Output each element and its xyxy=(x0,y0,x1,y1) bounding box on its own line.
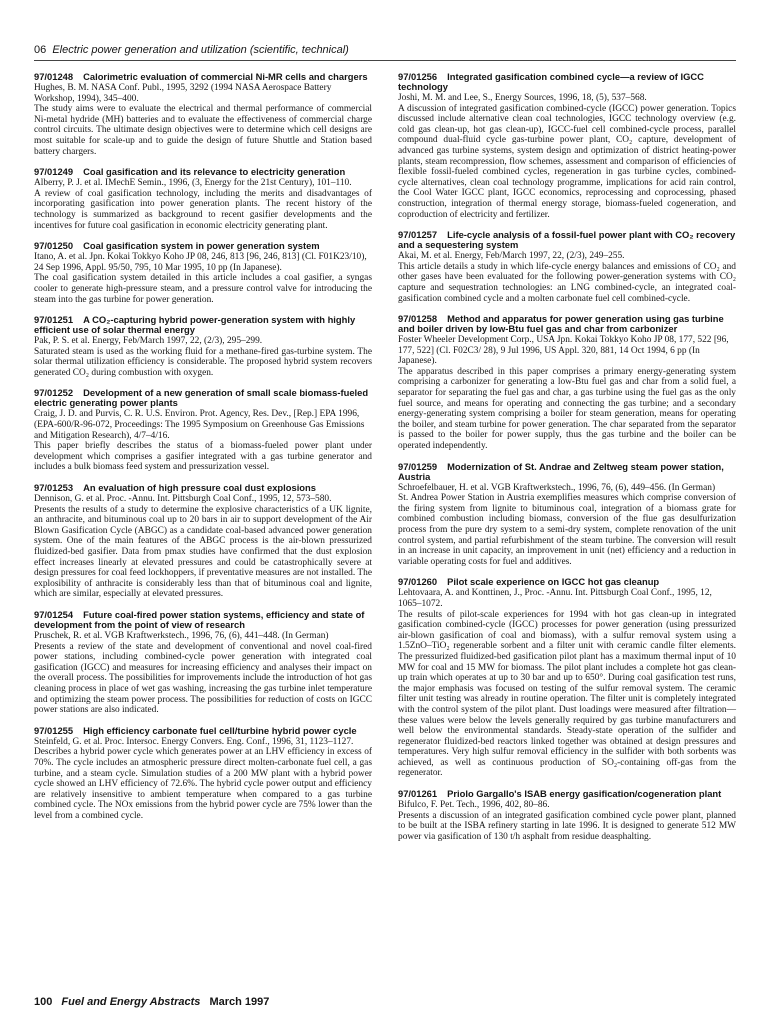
abstract-entry xyxy=(34,72,372,157)
entry-heading xyxy=(34,388,372,408)
abstract-entry xyxy=(34,167,372,231)
entry-title: Coal gasification system in power generation system xyxy=(83,240,320,252)
entry-heading xyxy=(34,610,372,630)
entry-title: Development of a new generation of small scale biomass-fueled electric generating power plants xyxy=(34,387,369,409)
entry-heading xyxy=(398,230,736,250)
entry-citation: Akai, M. et al. Energy, Feb/March 1997, 22, (2/3), 249–255. xyxy=(398,251,625,262)
entry-title: Integrated gasification combined cycle—a review of IGCC technology xyxy=(398,71,704,92)
entry-number: 97/01249 xyxy=(34,166,74,178)
entry-number: 97/01254 xyxy=(34,608,74,620)
entry-heading xyxy=(34,483,372,493)
abstract-entry xyxy=(34,610,372,716)
entry-citation: Dennison, G. et al. Proc. -Annu. Int. Pittsburgh Coal Conf., 1995, 12, 573–580. xyxy=(34,494,332,505)
abstract-entry xyxy=(398,72,736,220)
entry-citation: Steinfeld, G. et al. Proc. Intersoc. Energy Convers. Eng. Conf., 1996, 31, 1123–1127. xyxy=(34,736,354,747)
entry-abstract: St. Andrea Power Station in Austria exemplifies measures which comprise conversion of the firing system from lignite to bituminous coal, integration of a biomass grate for combined combustion including biomass, conversion of the flue gas desulfurization process from the pure dry system to a semi-dry system, complete renovation of the unit control system, and partial refurbishment of the steam turbine. The conversion will result in an increase in unit capacity, an improvement in unit (net) efficiency and a reduction in variable operating costs for fuel and additives. xyxy=(398,493,736,567)
entry-heading xyxy=(34,72,372,82)
entry-heading xyxy=(34,315,372,335)
footer-journal-title: Fuel and Energy Abstracts xyxy=(61,996,201,1008)
entry-title: Priolo Gargallo's ISAB energy gasification/cogeneration plant xyxy=(447,788,722,800)
entry-citation: Foster Wheeler Development Corp., USA Jpn. Kokai Tokkyo Koho JP 08, 177, 522 [96, 177, 522] (Cl. F02C3/ 28), 9 Jul 1996, US Appl. 320, 881, 14 Oct 1994, 6 pp (In Japanese). xyxy=(398,335,729,367)
entry-number: 97/01255 xyxy=(34,724,74,736)
footer-page-number: 100 xyxy=(34,996,53,1008)
abstract-entry xyxy=(398,577,736,779)
entry-number: 97/01256 xyxy=(398,71,438,82)
entry-abstract: A review of coal gasification technology, including the merits and disadvantages of incorporating gasification into power generation plants. The recent history of the technology is summarized as background to recent gasifier developments and the incentives for future coal gasification in economic electricity generating plant. xyxy=(34,188,372,231)
entry-abstract: Presents the results of a study to determine the explosive characteristics of a UK lignite, an anthracite, and bituminous coal up to 20 bars in air to support development of the Air Blown Gasification Cycle (ABGC) as a candidate coal-based advanced power generation system. One of the main features of the ABGC process is the air-blown pressurized fluidized-bed gasifier. Data from pmax studies have confirmed that the dust explosion effect increases linearly at elevated pressures and could be catastrophically severe at design pressures for coal feed lockhoppers, if preventative measures are not installed. The explosibility of anthracite is considerably less than that of bituminous coal and lignite, which are similar, especially at elevated pressures. xyxy=(34,504,372,600)
entry-abstract: The coal gasification system detailed in this article includes a coal gasifier, a syngas cooler to generate high-pressure steam, and a pressure control valve for introducing the steam into the gas turbine for power generation. xyxy=(34,273,372,305)
entry-citation: Joshi, M. M. and Lee, S., Energy Sources, 1996, 18, (5), 537–568. xyxy=(398,93,647,103)
entry-number: 97/01251 xyxy=(34,314,74,326)
entry-citation: Craig, J. D. and Purvis, C. R. U.S. Environ. Prot. Agency, Res. Dev., [Rep.] EPA 1996, (EPA-600/R-96-072, Proceedings: The 1995 Symposium on Greenhouse Gas Emissions and Mitigation Research), 4/7–4/16. xyxy=(34,409,365,441)
entry-number: 97/01259 xyxy=(398,460,438,472)
entry-title: Future coal-fired power station systems, efficiency and state of development from the point of view of research xyxy=(34,608,365,630)
right-column xyxy=(398,72,736,852)
entry-title: Method and apparatus for power generation using gas turbine and boiler driven by low-Btu fuel gas and char from carbonizer xyxy=(398,313,724,335)
entry-title: An evaluation of high pressure coal dust explosions xyxy=(83,482,316,494)
entry-heading xyxy=(398,577,736,587)
entry-abstract: Presents a discussion of an integrated gasification combined cycle power plant, planned to be built at the ISBA refinery starting in late 1996. It is designed to generate 512 MW power via gasification of 130 t/h asphalt from residue deasphalting. xyxy=(398,810,736,842)
entry-title: Life-cycle analysis of a fossil-fuel power plant with CO₂ recovery and a sequestering system xyxy=(398,229,736,251)
entry-heading xyxy=(398,314,736,334)
entry-heading xyxy=(34,726,372,736)
header-page-number: 06 xyxy=(34,44,47,56)
entry-abstract: This article details a study in which life-cycle energy balances and emissions of CO₂ and other gases have been evaluated for the following power-generation systems with CO₂ capture and sequestration technologies: an LNG combined-cycle, an integrated coal-gasification combined cycle and a molten carbonate fuel cell combined-cycle. xyxy=(398,261,736,304)
left-column xyxy=(34,72,372,831)
entry-number: 97/01258 xyxy=(398,313,438,325)
page-footer xyxy=(34,996,269,1008)
header-rule xyxy=(34,60,736,61)
footer-issue-date: March 1997 xyxy=(209,996,270,1008)
entry-number: 97/01260 xyxy=(398,576,438,588)
entry-heading xyxy=(34,167,372,177)
entry-title: Pilot scale experience on IGCC hot gas cleanup xyxy=(447,576,660,588)
entry-citation: Hughes, B. M. NASA Conf. Publ., 1995, 3292 (1994 NASA Aerospace Battery Workshop, 1994), 345–400. xyxy=(34,83,332,104)
entry-abstract: Presents a review of the state and development of conventional and novel coal-fired power stations, including combined-cycle power generation with integrated coal gasification (IGCC) and measures for increasing efficiency and analyses their impact on the overall process. The possibilities for improvements include the introduction of hot gas cleaning process in place of wet gas washing, increasing the gas turbine inlet temperature and optimizing the steam power process. The possibilities for reduction of costs on IGCC power stations are also indicated. xyxy=(34,641,372,716)
entry-abstract: Saturated steam is used as the working fluid for a methane-fired gas-turbine system. The solar thermal utilization efficiency is considerable. The proposed hybrid system recovers generated CO₂ during combustion with oxygen. xyxy=(34,346,372,378)
abstract-entry xyxy=(34,315,372,378)
entry-number: 97/01261 xyxy=(398,788,438,800)
entry-number: 97/01250 xyxy=(34,240,74,252)
entry-number: 97/01252 xyxy=(34,387,74,399)
entry-citation: Lehtovaara, A. and Konttinen, J., Proc. -Annu. Int. Pittsburgh Coal Conf., 1995, 12, 1065–1072. xyxy=(398,588,712,609)
abstract-entry xyxy=(398,314,736,452)
abstract-entry xyxy=(398,230,736,304)
entry-number: 97/01248 xyxy=(34,71,74,82)
entry-abstract: The study aims were to evaluate the electrical and thermal performance of commercial Ni-metal hydride (MH) batteries and to evaluate the effectiveness of commercial charge control circuits. The ultimate design objectives were to determine which cell designs are most suitable for scale-up and to guide the design of future Shuttle and Station based battery chargers. xyxy=(34,104,372,157)
entry-abstract: This paper briefly describes the status of a biomass-fueled power plant under development which comprises a gasifier integrated with a gas turbine generator and includes a bulk biomass feed system and pressurization vessel. xyxy=(34,441,372,473)
abstract-entry xyxy=(34,483,372,600)
entry-abstract: Describes a hybrid power cycle which generates power at an LHV efficiency in excess of 70%. The cycle includes an atmospheric pressure direct molten-carbonate fuel cell, a gas turbine, and a steam cycle. Simulation studies of a 200 MW plant with a hybrid power cycle showed an LHV efficiency of 72.6%. The hybrid cycle power output and efficiency are relatively insensitive to ambient temperature when compared to a gas turbine combined cycle. The NOx emissions from the hybrid power cycle are 75% lower than the level from a combined cycle. xyxy=(34,747,372,821)
entry-heading xyxy=(398,72,736,92)
page-header xyxy=(34,44,349,56)
entry-citation: Itano, A. et al. Jpn. Kokai Tokkyo Koho JP 08, 246, 813 [96, 246, 813] (Cl. F01K23/10), 24 Sep 1996, Appl. 95/50, 795, 10 Mar 1995, 10 pp (In Japanese). xyxy=(34,252,367,273)
entry-abstract: The apparatus described in this paper comprises a primary energy-generating system comprising a carbonizer for generating a low-Btu fuel gas and char from a solid fuel, a separator for separating the fuel gas and char, a gas turbine using the fuel gas as the only fuel source, and means for operating and connecting the gas turbine; and a secondary energy-generating system comprising a boiler for steam generation, means for operating the boiler, and steam turbine for power generation. The char separated from the separator is passed to the boiler for power supply, thus the gas turbine and the boiler can be operated independently. xyxy=(398,366,736,452)
entry-number: 97/01257 xyxy=(398,229,438,241)
entry-abstract: The results of pilot-scale experiences for 1994 with hot gas clean-up in integrated gasification combined-cycle (IGCC) processes for power generation (using pressurized air-blown gasification of coal and biomass), with a sulfur removal system using a 1.5ZnO–TiO₂ regenerable sorbent and a filter unit with ceramic candle filter elements. The pressurized fluidized-bed gasification pilot plant has a maximum thermal input of 10 MW for coal and 15 MW for biomass. The pilot plant includes a complete hot gas clean-up train which operates at up to 30 bar and up to 650°. During coal gasification test runs, the major emphasis was focused on testing of the sulfur removal system. The ceramic filter unit testing was already in routine operation. The filter unit is completely integrated with the control system of the pilot plant. Dust loadings were measured after filtration—these values were below the levels generally required by gas turbine manufacturers and well below the environmental standards. Steady-state operation of the sulfider and regenerator fluidized-bed reactors linked together was obtained at design pressures and temperatures. Very high sulfur removal efficiency in the sulfider with both sorbents was achieved, as well as continuous production of SO₂-containing off-gas from the regenerator. xyxy=(398,609,736,779)
entry-heading xyxy=(398,789,736,799)
entry-abstract: A discussion of integrated gasification combined-cycle (IGCC) power generation. Topics discussed include alternative clean coal technologies, IGCC technology overview (e.g. cold gas clean-up, hot gas clean-up), IGCC-fuel cell combined-cycle process, parallel compound dual-fluid cycle gas-turbine power plant, CO₂ capture, development of advanced gas turbine systems, system design and optimization of district heating-power plants, steam recompression, flow schemes, assessment and comparison of efficiencies of flexible fossil-fueled combined cycles, regeneration in gas turbine cycles, combined-cycle alternatives, clean coal technology programme, implications for acid rain control, the Cool Water IGCC plant, IGCC economics, reprocessing and coprocessing, phased construction, integration of thermal energy storage, biomass-fueled cogeneration, and coproduction of electricity and fertilizer. xyxy=(398,103,736,220)
abstract-entry xyxy=(34,241,372,305)
entry-title: Coal gasification and its relevance to electricity generation xyxy=(83,166,346,178)
entry-title: Calorimetric evaluation of commercial Ni-MR cells and chargers xyxy=(83,71,368,82)
abstract-entry xyxy=(398,462,736,568)
entry-citation: Schroefelbauer, H. et al. VGB Kraftwerkstech., 1996, 76, (6), 449–456. (In German) xyxy=(398,482,716,493)
entry-citation: Bifulco, F. Pet. Tech., 1996, 402, 80–86. xyxy=(398,800,550,811)
entry-heading xyxy=(398,462,736,482)
abstract-entry xyxy=(34,726,372,822)
entry-heading xyxy=(34,241,372,251)
header-section-title: Electric power generation and utilization (scientific, technical) xyxy=(52,44,349,56)
entry-title: A CO₂-capturing hybrid power-generation system with highly efficient use of solar thermal energy xyxy=(34,314,356,336)
entry-title: Modernization of St. Andrae and Zeltweg steam power station, Austria xyxy=(398,460,724,482)
entry-citation: Pruschek, R. et al. VGB Kraftwerkstech., 1996, 76, (6), 441–448. (In German) xyxy=(34,630,329,641)
abstract-entry xyxy=(398,789,736,842)
entry-citation: Pak, P. S. et al. Energy, Feb/March 1997, 22, (2/3), 295–299. xyxy=(34,336,263,347)
entry-citation: Alberry, P. J. et al. IMechE Semin., 1996, (3, Energy for the 21st Century), 101–110. xyxy=(34,178,352,189)
entry-title: High efficiency carbonate fuel cell/turbine hybrid power cycle xyxy=(83,724,357,736)
abstract-entry xyxy=(34,388,372,473)
entry-number: 97/01253 xyxy=(34,482,74,494)
